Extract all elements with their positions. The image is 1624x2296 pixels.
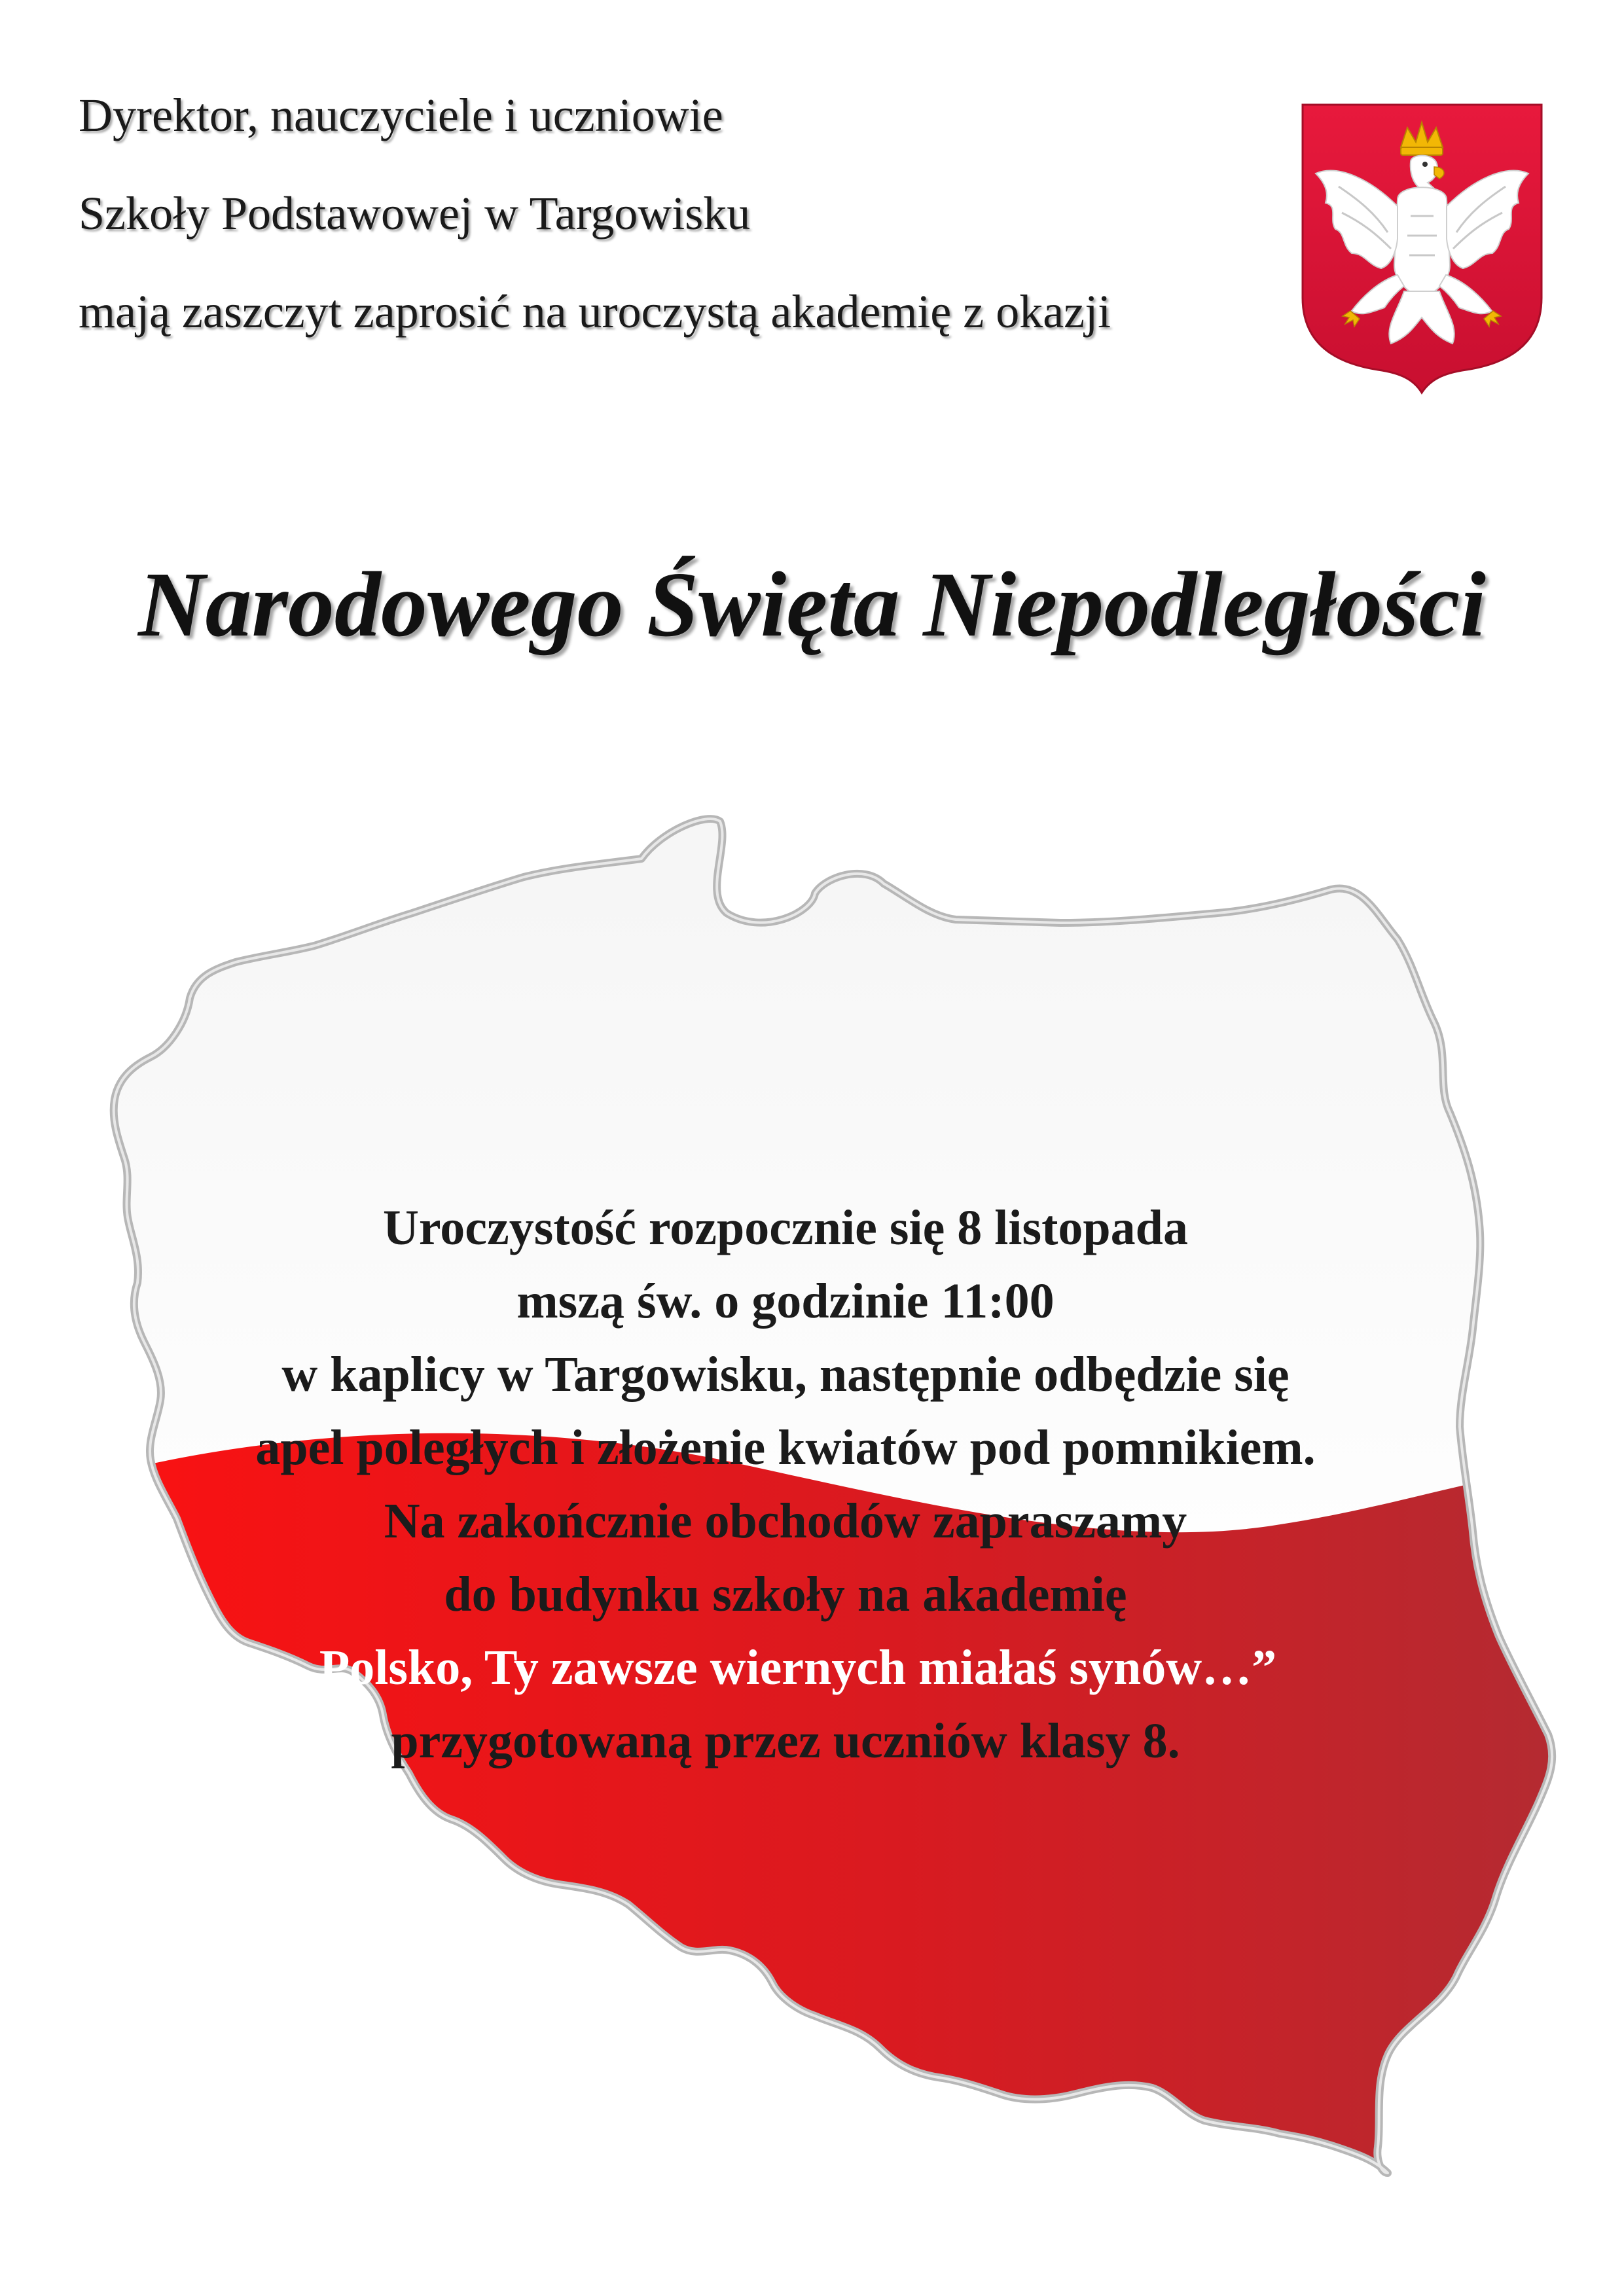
message-line-1: Uroczystość rozpocznie się 8 listopada [383,1200,1188,1255]
message-line-5: Na zakończnie obchodów zapraszamy [384,1494,1187,1549]
message-line-4: apel poległych i złożenie kwiatów pod pomnikiem. [255,1420,1316,1475]
header-line-2: Szkoły Podstawowej w Targowisku [79,187,751,240]
header-line-1: Dyrektor, nauczyciele i uczniowie [79,89,723,141]
event-description [131,1191,1440,1778]
message-line-6: do budynku szkoły na akademię [444,1567,1127,1622]
polish-white-eagle-emblem-icon [1299,101,1545,396]
message-line-2: mszą św. o godzinie 11:00 [516,1274,1055,1329]
page-title: Narodowego Święta Niepodległości [138,552,1486,656]
message-line-3: w kaplicy w Targowisku, następnie odbędzie się [281,1347,1290,1402]
message-line-8: przygotowaną przez uczniów klasy 8. [391,1713,1180,1768]
header-line-3: mają zaszczyt zaprosić na uroczystą akademię z okazji [79,285,1111,338]
message-line-7-quote: ,,Polsko, Ty zawsze wiernych miałaś synów…” [294,1640,1277,1695]
invitation-header [79,89,1322,386]
